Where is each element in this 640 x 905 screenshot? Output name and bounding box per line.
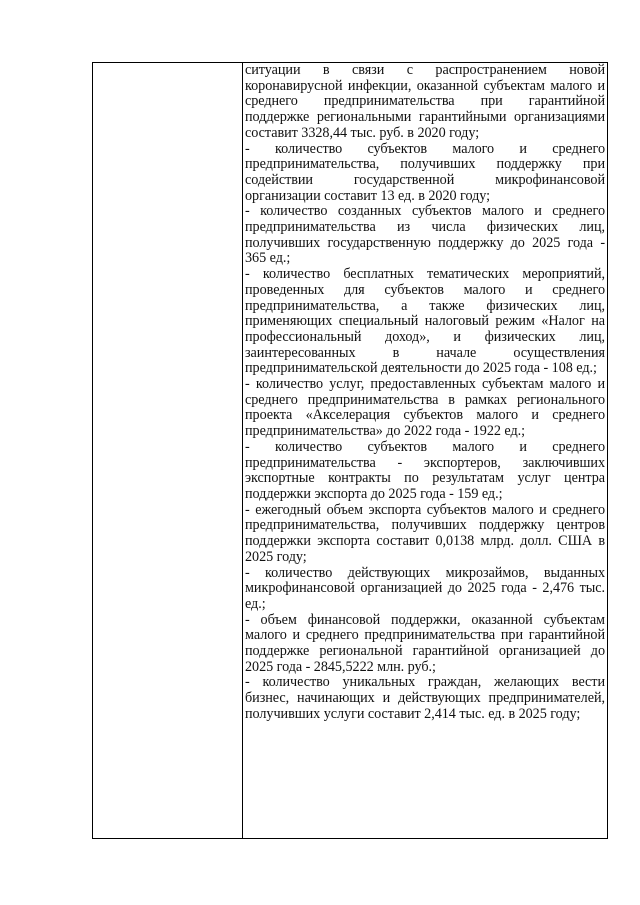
paragraph: - объем финансовой поддержки, оказанной субъектам малого и среднего предпринимательства при гарантийной поддержке региональной гарантийной организацией до 2025 года - 2845,5222 млн. руб.; — [245, 611, 605, 675]
table-cell-right — [243, 63, 607, 838]
table-cell-left — [93, 63, 243, 838]
paragraph: - ежегодный объем экспорта субъектов малого и среднего предпринимательства, получивших поддержку центров поддержки экспорта составит 0,0138 млрд. долл. США в 2025 году; — [245, 501, 605, 565]
paragraph: - количество созданных субъектов малого и среднего предпринимательства из числа физических лиц, получивших государственную поддержку до 2025 года - 365 ед.; — [245, 203, 605, 267]
paragraph: - количество действующих микрозаймов, выданных микрофинансовой организацией до 2025 года - 2,476 тыс. ед.; — [245, 564, 605, 612]
paragraph: - количество субъектов малого и среднего предпринимательства - экспортеров, заключивших экспортные контракты по результатам услуг центра поддержки экспорта до 2025 года - 159 ед.; — [245, 438, 605, 502]
paragraph: - количество услуг, предоставленных субъектам малого и среднего предпринимательства в рамках регионального проекта «Акселерация субъектов малого и среднего предпринимательства» до 2022 года - 1922 ед.; — [245, 376, 605, 440]
paragraph: - количество уникальных граждан, желающих вести бизнес, начинающих и действующих предпринимателей, получивших услуги составит 2,414 тыс. ед. в 2025 году; — [245, 674, 605, 722]
paragraph: - количество субъектов малого и среднего предпринимательства, получивших поддержку при содействии государственной микрофинансовой организации составит 13 ед. в 2020 году; — [245, 140, 605, 204]
paragraph: - количество бесплатных тематических мероприятий, проведенных для субъектов малого и среднего предпринимательства, а также физических лиц, применяющих специальный налоговый режим «Налог на профессиональный доход», и физических лиц, заинтересованных в начале осуществления предпринимательской деятельности до 2025 года - 108 ед.; — [245, 266, 605, 377]
paragraph: ситуации в связи с распространением новой коронавирусной инфекции, оказанной субъектам малого и среднего предпринимательства при гарантийной поддержке региональными гарантийными организациями составит 3328,44 тыс. руб. в 2020 году; — [245, 63, 605, 141]
table — [92, 62, 608, 839]
